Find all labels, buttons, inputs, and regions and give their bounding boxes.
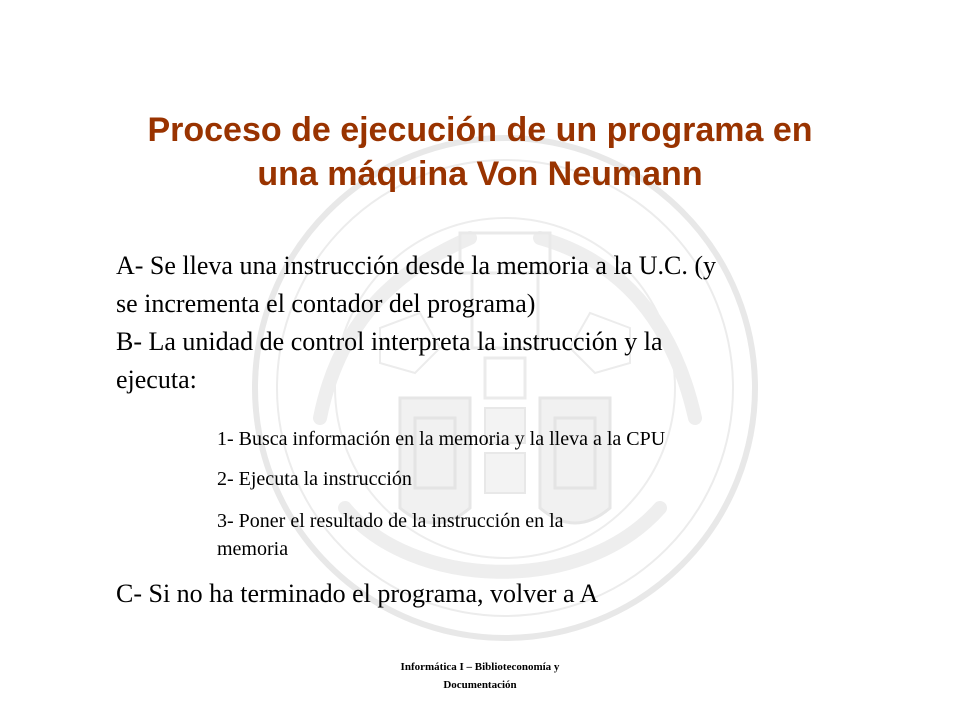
footer-line-1: Informática I – Biblioteconomía y: [400, 661, 560, 673]
step-a-line-1: A- Se lleva una instrucción desde la memoria a la U.C. (y: [116, 251, 716, 280]
step-a-line-2: se incrementa el contador del programa): [116, 289, 536, 318]
step-b-line-2: ejecuta:: [116, 365, 197, 394]
substep-2: 2- Ejecuta la instrucción: [217, 468, 412, 490]
slide-title-line-1: Proceso de ejecución de un programa en: [147, 111, 813, 149]
substep-3-line-1: 3- Poner el resultado de la instrucción en la: [217, 510, 564, 532]
slide-title-line-2: una máquina Von Neumann: [257, 155, 703, 193]
substep-3-line-2: memoria: [217, 538, 289, 560]
slide-title: [80, 108, 880, 196]
footer-line-2: Documentación: [443, 679, 517, 691]
step-b-line-1: B- La unidad de control interpreta la instrucción y la: [116, 327, 663, 356]
substep-1: 1- Busca información en la memoria y la lleva a la CPU: [217, 428, 666, 450]
slide-footer: [340, 658, 620, 694]
step-c: C- Si no ha terminado el programa, volver a A: [116, 579, 599, 608]
